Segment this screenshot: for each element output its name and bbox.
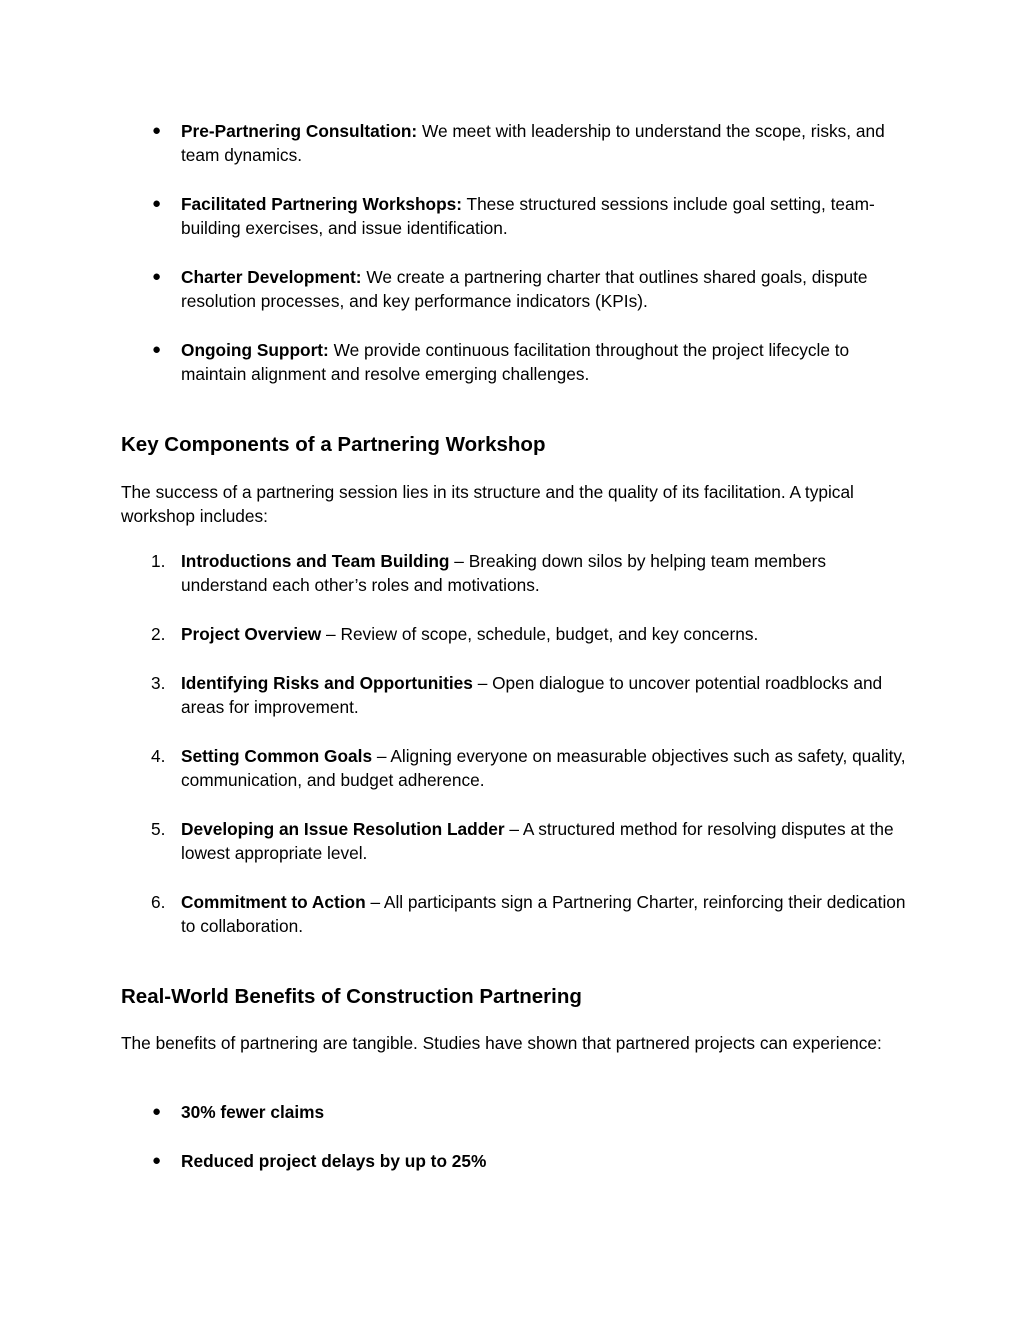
section-heading: Real-World Benefits of Construction Partnering: [121, 985, 582, 1008]
list-item-body: We meet with leadership to understand the scope, risks, and team dynamics.: [181, 121, 885, 166]
numbered-item-title: Developing an Issue Resolution Ladder: [181, 819, 505, 839]
numbered-item-body: – Review of scope, schedule, budget, and key concerns.: [321, 624, 759, 644]
workshop-components-list: [121, 549, 921, 941]
item-number: 4.: [151, 746, 166, 766]
numbered-item-text: [181, 622, 911, 646]
section-heading: Key Components of a Partnering Workshop: [121, 433, 546, 456]
item-number: 6.: [151, 892, 166, 912]
list-item-title: Ongoing Support:: [181, 340, 329, 360]
list-item-body: These structured sessions include goal setting, team-building exercises, and issue identification.: [181, 194, 875, 239]
numbered-item-text: [181, 890, 911, 939]
bullet-icon: ●: [152, 122, 162, 139]
numbered-item-body: – A structured method for resolving disputes at the lowest appropriate level.: [181, 819, 894, 864]
item-number: 2.: [151, 624, 166, 644]
numbered-item-body: – Aligning everyone on measurable objectives such as safety, quality, communication, and budget adherence.: [181, 746, 906, 791]
item-number: 3.: [151, 673, 166, 693]
section-key-components-heading-wrap: [121, 432, 921, 458]
list-item-title: 30% fewer claims: [181, 1102, 325, 1122]
section-benefits-heading-wrap: [121, 984, 921, 1010]
list-item-text: [181, 338, 911, 387]
list-item-text: [181, 265, 911, 314]
numbered-item-text: [181, 549, 911, 598]
list-item-title: Pre-Partnering Consultation:: [181, 121, 418, 141]
numbered-item-title: Project Overview: [181, 624, 322, 644]
list-item-text: [181, 119, 911, 168]
section-intro: The benefits of partnering are tangible. Studies have shown that partnered projects can experience:: [121, 1033, 882, 1053]
item-number: 1.: [151, 551, 166, 571]
section-key-components-intro-wrap: [121, 480, 921, 529]
bullet-icon: ●: [152, 1152, 162, 1169]
numbered-item-text: [181, 671, 911, 720]
numbered-item-title: Introductions and Team Building: [181, 551, 450, 571]
list-item-text: [181, 1149, 911, 1173]
item-number: 5.: [151, 819, 166, 839]
numbered-item-title: Identifying Risks and Opportunities: [181, 673, 473, 693]
bullet-icon: ●: [152, 195, 162, 212]
services-list: [121, 119, 921, 389]
list-item-title: Reduced project delays by up to 25%: [181, 1151, 487, 1171]
benefits-list: [121, 1100, 921, 1180]
bullet-icon: ●: [152, 341, 162, 358]
list-item-title: Charter Development:: [181, 267, 362, 287]
list-item-body: We create a partnering charter that outlines shared goals, dispute resolution processes, and key performance indicators (KPIs).: [181, 267, 868, 312]
numbered-item-body: – Breaking down silos by helping team members understand each other’s roles and motivations.: [181, 551, 827, 596]
list-item-title: Facilitated Partnering Workshops:: [181, 194, 463, 214]
bullet-icon: ●: [152, 268, 162, 285]
section-benefits-intro-wrap: [121, 1031, 921, 1055]
numbered-item-title: Commitment to Action: [181, 892, 366, 912]
bullet-icon: ●: [152, 1103, 162, 1120]
numbered-item-body: – Open dialogue to uncover potential roadblocks and areas for improvement.: [181, 673, 883, 718]
list-item-text: [181, 1100, 911, 1124]
numbered-item-text: [181, 817, 911, 866]
list-item-body: We provide continuous facilitation throughout the project lifecycle to maintain alignment and resolve emerging challenges.: [181, 340, 850, 385]
section-intro: The success of a partnering session lies in its structure and the quality of its facilitation. A typical workshop includes:: [121, 482, 854, 527]
numbered-item-title: Setting Common Goals: [181, 746, 373, 766]
numbered-item-text: [181, 744, 911, 793]
numbered-item-body: – All participants sign a Partnering Charter, reinforcing their dedication to collaboration.: [181, 892, 906, 937]
list-item-text: [181, 192, 911, 241]
